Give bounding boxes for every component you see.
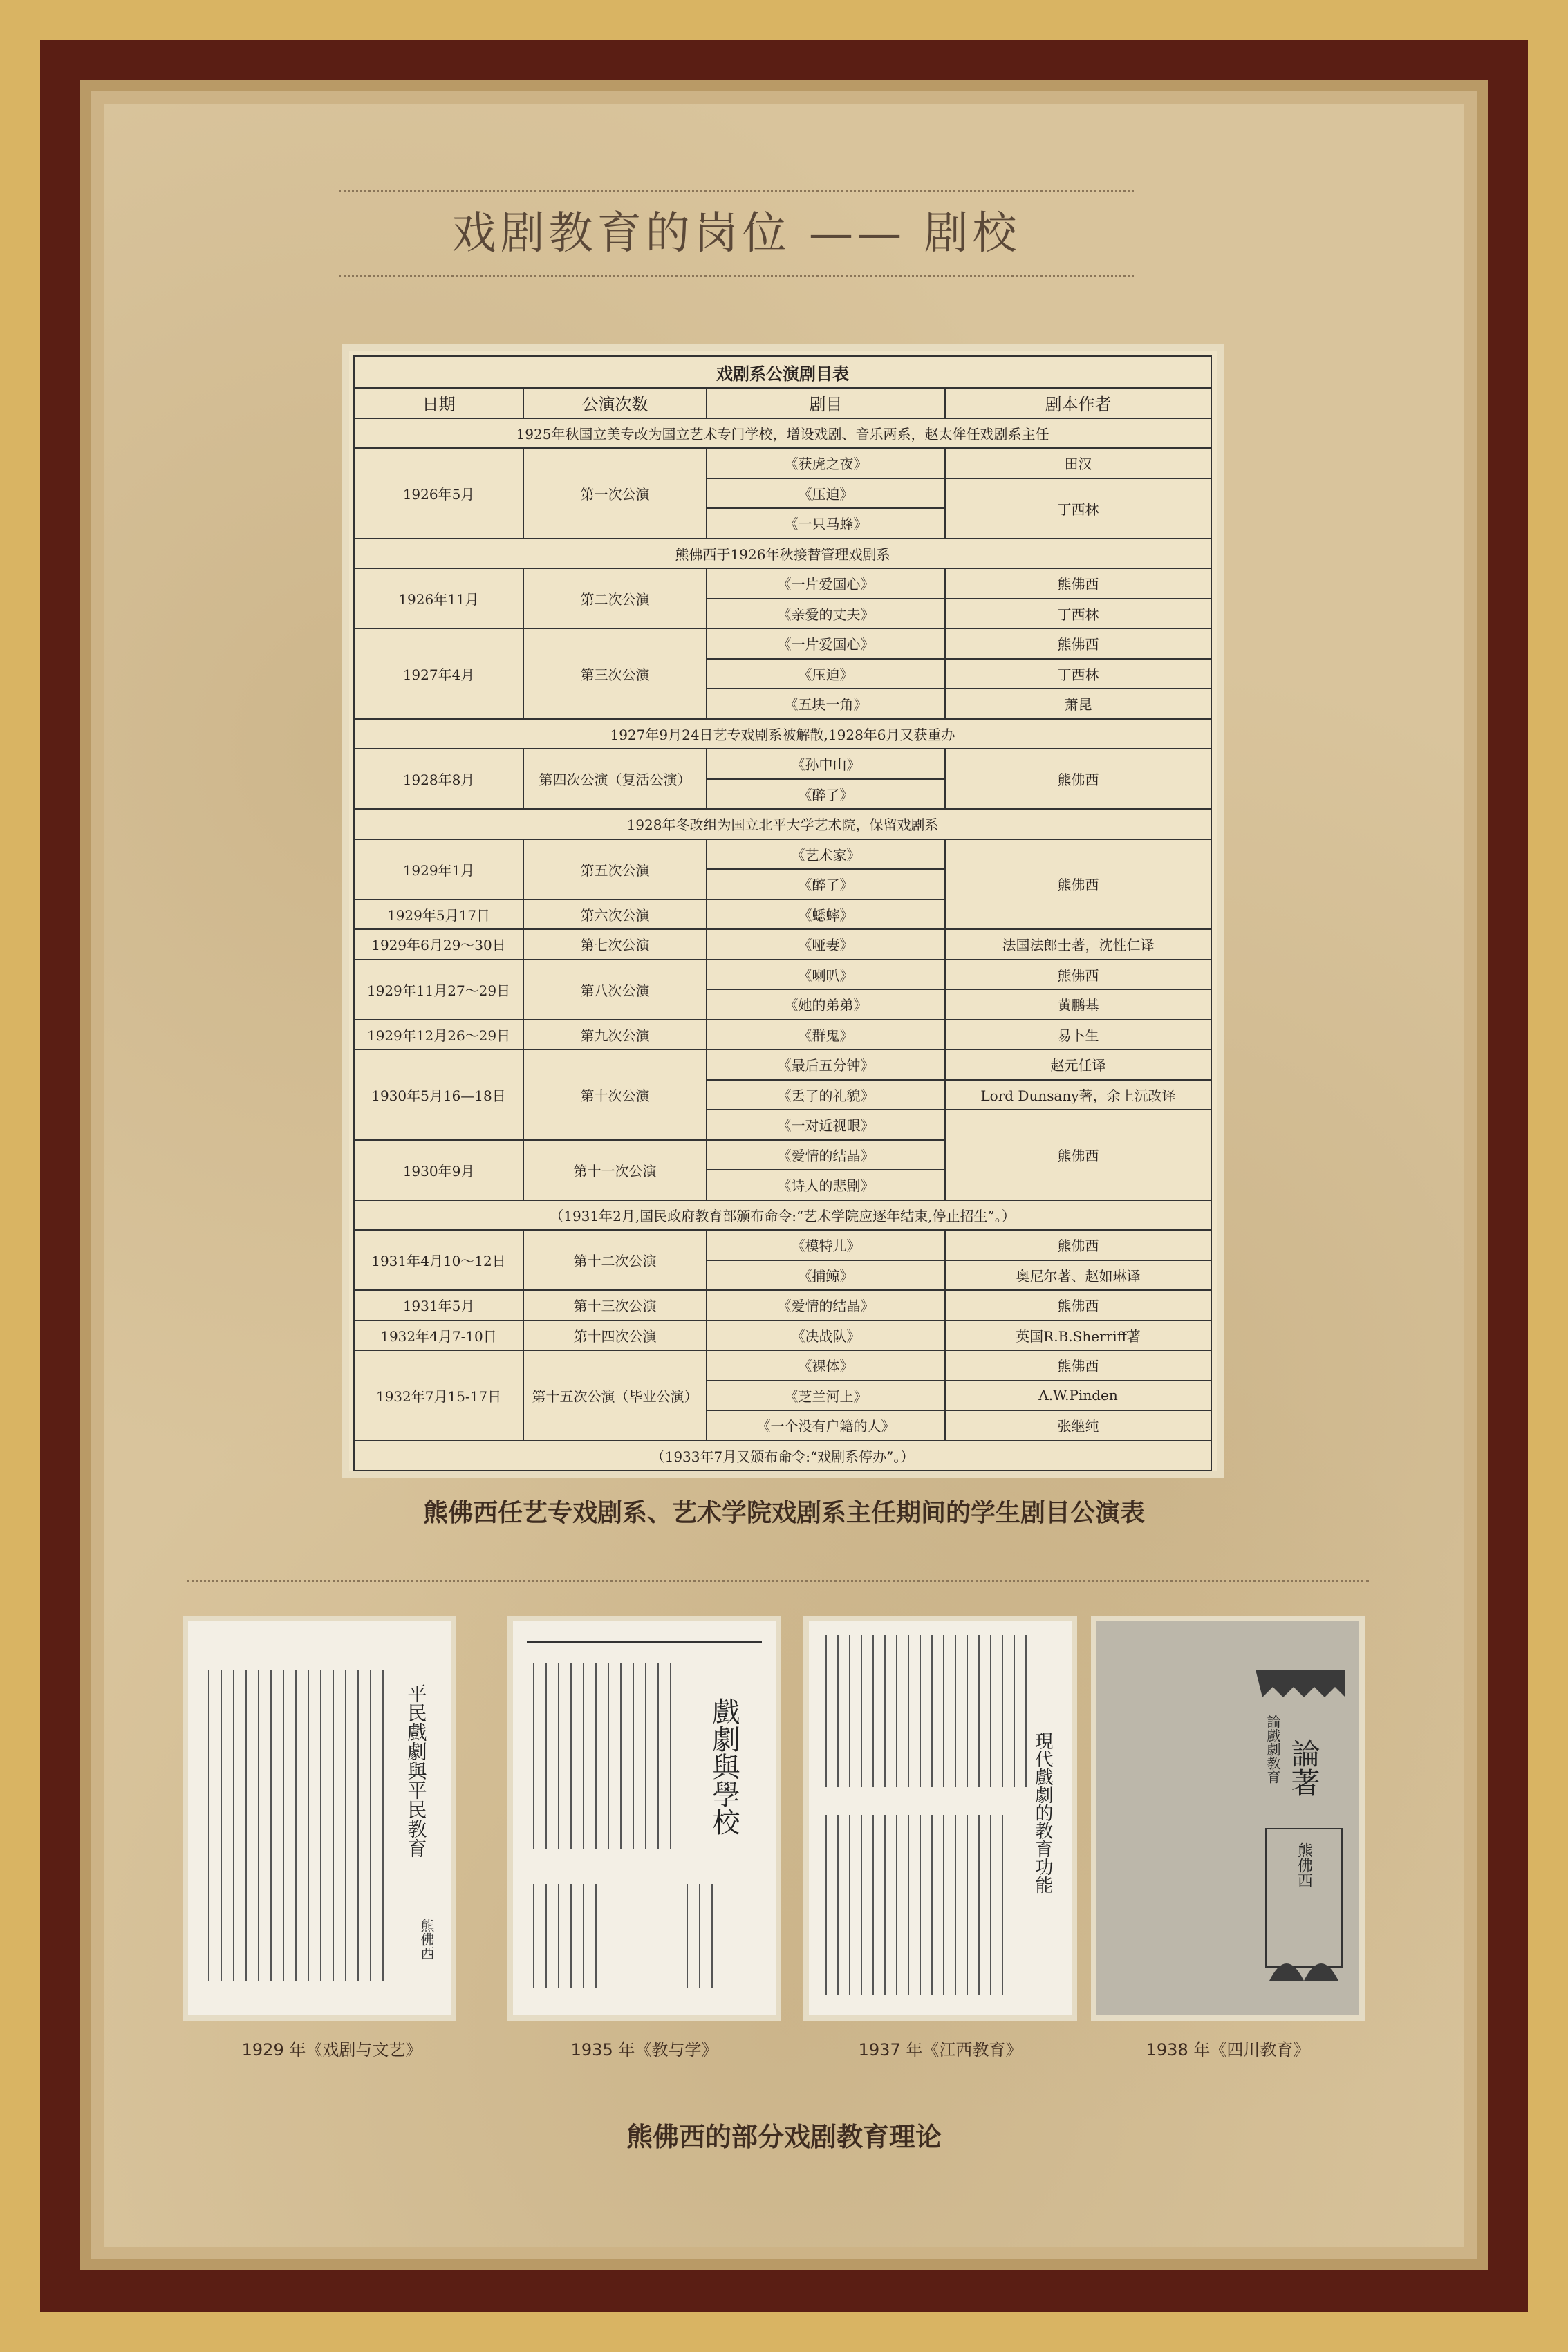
row-author: 熊佛西	[945, 1230, 1211, 1260]
row-count: 第一次公演	[523, 448, 707, 539]
row-date: 1930年9月	[354, 1140, 523, 1200]
row-author: 熊佛西	[945, 628, 1211, 659]
row-play: 《蟋蟀》	[707, 899, 945, 930]
row-author: 熊佛西	[945, 1110, 1211, 1200]
row-play: 《五块一角》	[707, 689, 945, 719]
table-row	[354, 568, 1211, 599]
table-note: 1925年秋国立美专改为国立艺术专门学校，增设戏剧、音乐两系，赵太侔任戏剧系主任	[354, 418, 1211, 449]
row-play: 《一片爱国心》	[707, 628, 945, 659]
scan-author: 熊佛西	[1295, 1842, 1313, 1888]
row-date: 1931年5月	[354, 1290, 523, 1320]
row-play: 《压迫》	[707, 478, 945, 509]
table-row	[354, 1230, 1211, 1260]
row-author: 黄鹏基	[945, 989, 1211, 1020]
row-play: 《孙中山》	[707, 749, 945, 779]
scan-heading: 現代戲劇的教育功能	[1032, 1732, 1053, 1894]
title-banner	[339, 190, 1134, 277]
table-row	[354, 448, 1211, 478]
document-scan-1929	[188, 1621, 451, 2015]
table-row	[354, 1320, 1211, 1351]
row-play: 《艺术家》	[707, 839, 945, 870]
header-count: 公演次数	[523, 388, 707, 418]
doc-caption: 1935 年《教与学》	[570, 2040, 718, 2060]
row-count: 第九次公演	[523, 1020, 707, 1050]
row-date: 1926年5月	[354, 448, 523, 539]
row-play: 《群鬼》	[707, 1020, 945, 1050]
row-date: 1929年1月	[354, 839, 523, 899]
row-author: 易卜生	[945, 1020, 1211, 1050]
header-play: 剧目	[707, 388, 945, 418]
table-row	[354, 929, 1211, 960]
row-date: 1929年5月17日	[354, 899, 523, 930]
row-author: 熊佛西	[945, 568, 1211, 599]
row-author: 熊佛西	[945, 1350, 1211, 1381]
row-author: 熊佛西	[945, 839, 1211, 930]
row-play: 《诗人的悲剧》	[707, 1170, 945, 1200]
row-play: 《爱情的结晶》	[707, 1140, 945, 1170]
section-divider	[187, 1580, 1369, 1582]
row-count: 第八次公演	[523, 960, 707, 1020]
row-date: 1929年11月27～29日	[354, 960, 523, 1020]
table-row	[354, 960, 1211, 990]
row-author: 田汉	[945, 448, 1211, 478]
table-note: 1927年9月24日艺专戏剧系被解散,1928年6月又获重办	[354, 719, 1211, 749]
row-author: 熊佛西	[945, 960, 1211, 990]
doc-caption: 1938 年《四川教育》	[1146, 2040, 1310, 2060]
row-play: 《醉了》	[707, 779, 945, 810]
table-row	[354, 1049, 1211, 1080]
row-count: 第十一次公演	[523, 1140, 707, 1200]
row-play: 《一片爱国心》	[707, 568, 945, 599]
document-scan-1935	[513, 1621, 776, 2015]
row-date: 1932年4月7-10日	[354, 1320, 523, 1351]
doc-caption: 1937 年《江西教育》	[858, 2040, 1023, 2060]
row-count: 第十次公演	[523, 1049, 707, 1140]
row-count: 第七次公演	[523, 929, 707, 960]
row-count: 第六次公演	[523, 899, 707, 930]
row-date: 1927年4月	[354, 628, 523, 719]
row-date: 1930年5月16—18日	[354, 1049, 523, 1140]
row-play: 《模特儿》	[707, 1230, 945, 1260]
scan-heading: 論著	[1287, 1739, 1321, 1797]
doc-caption: 1929 年《戏剧与文艺》	[241, 2040, 422, 2060]
row-author: A.W.Pinden	[945, 1381, 1211, 1411]
scan-image	[513, 1621, 776, 2015]
theory-subtitle: 熊佛西的部分戏剧教育理论	[626, 2122, 942, 2152]
scan-image	[188, 1621, 451, 2015]
row-author: 丁西林	[945, 599, 1211, 629]
row-play: 《一个没有户籍的人》	[707, 1410, 945, 1441]
scan-image	[1096, 1621, 1359, 2015]
table-row	[354, 1020, 1211, 1050]
header-date: 日期	[354, 388, 523, 418]
document-scan-1937	[809, 1621, 1072, 2015]
row-author: 萧昆	[945, 689, 1211, 719]
row-play: 《一对近视眼》	[707, 1110, 945, 1140]
row-author: 熊佛西	[945, 1290, 1211, 1320]
row-author: 熊佛西	[945, 749, 1211, 809]
table-caption: 戏剧系公演剧目表	[354, 356, 1211, 388]
row-count: 第十五次公演（毕业公演）	[523, 1350, 707, 1441]
scan-heading: 平民戲劇與平民教育	[404, 1683, 428, 1858]
row-play: 《爱情的结晶》	[707, 1290, 945, 1320]
header-author: 剧本作者	[945, 388, 1211, 418]
row-count: 第四次公演（复活公演）	[523, 749, 707, 809]
row-play: 《亲爱的丈夫》	[707, 599, 945, 629]
page-title: 戏剧教育的岗位 —— 剧校	[451, 208, 1021, 259]
row-play: 《压迫》	[707, 659, 945, 689]
row-author: 丁西林	[945, 659, 1211, 689]
row-author: 赵元任译	[945, 1049, 1211, 1080]
row-date: 1931年4月10～12日	[354, 1230, 523, 1290]
row-count: 第十三次公演	[523, 1290, 707, 1320]
row-date: 1928年8月	[354, 749, 523, 809]
scan-heading: 戲劇與學校	[708, 1697, 740, 1836]
table-row	[354, 749, 1211, 779]
row-date: 1929年12月26～29日	[354, 1020, 523, 1050]
row-author: Lord Dunsany著，余上沅改译	[945, 1080, 1211, 1110]
row-count: 第三次公演	[523, 628, 707, 719]
row-date: 1929年6月29～30日	[354, 929, 523, 960]
row-author: 英国R.B.Sherriff著	[945, 1320, 1211, 1351]
row-play: 《捕鲸》	[707, 1260, 945, 1291]
row-count: 第二次公演	[523, 568, 707, 628]
row-play: 《获虎之夜》	[707, 448, 945, 478]
svg-text:論戲劇教育: 論戲劇教育	[1264, 1715, 1281, 1784]
row-play: 《丢了的礼貌》	[707, 1080, 945, 1110]
row-play: 《决战队》	[707, 1320, 945, 1351]
performance-table-card	[349, 351, 1217, 1471]
row-play: 《她的弟弟》	[707, 989, 945, 1020]
row-date: 1932年7月15-17日	[354, 1350, 523, 1441]
row-date: 1926年11月	[354, 568, 523, 628]
table-note: 熊佛西于1926年秋接替管理戏剧系	[354, 539, 1211, 569]
table-note: （1931年2月,国民政府教育部颁布命令:“艺术学院应逐年结束,停止招生”。）	[354, 1200, 1211, 1231]
row-count: 第十四次公演	[523, 1320, 707, 1351]
document-scan-1938	[1096, 1621, 1359, 2015]
row-author: 张继纯	[945, 1410, 1211, 1441]
row-play: 《醉了》	[707, 869, 945, 899]
scan-author: 熊佛西	[418, 1919, 435, 1960]
table-row	[354, 839, 1211, 870]
row-play: 《一只马蜂》	[707, 508, 945, 539]
row-play: 《最后五分钟》	[707, 1049, 945, 1080]
table-row	[354, 1290, 1211, 1320]
row-play: 《哑妻》	[707, 929, 945, 960]
row-play: 《芝兰河上》	[707, 1381, 945, 1411]
row-author: 奥尼尔著、赵如琳译	[945, 1260, 1211, 1291]
row-author: 法国法郎士著，沈性仁译	[945, 929, 1211, 960]
row-count: 第十二次公演	[523, 1230, 707, 1290]
table-note: （1933年7月又颁布命令:“戏剧系停办”。）	[354, 1441, 1211, 1471]
row-play: 《裸体》	[707, 1350, 945, 1381]
row-count: 第五次公演	[523, 839, 707, 899]
performance-table	[353, 355, 1212, 1471]
table-row	[354, 628, 1211, 659]
table-subtitle: 熊佛西任艺专戏剧系、艺术学院戏剧系主任期间的学生剧目公演表	[422, 1499, 1145, 1527]
row-author: 丁西林	[945, 478, 1211, 539]
table-note: 1928年冬改组为国立北平大学艺术院，保留戏剧系	[354, 809, 1211, 839]
row-play: 《喇叭》	[707, 960, 945, 990]
table-row	[354, 1350, 1211, 1381]
scan-image	[809, 1621, 1072, 2015]
